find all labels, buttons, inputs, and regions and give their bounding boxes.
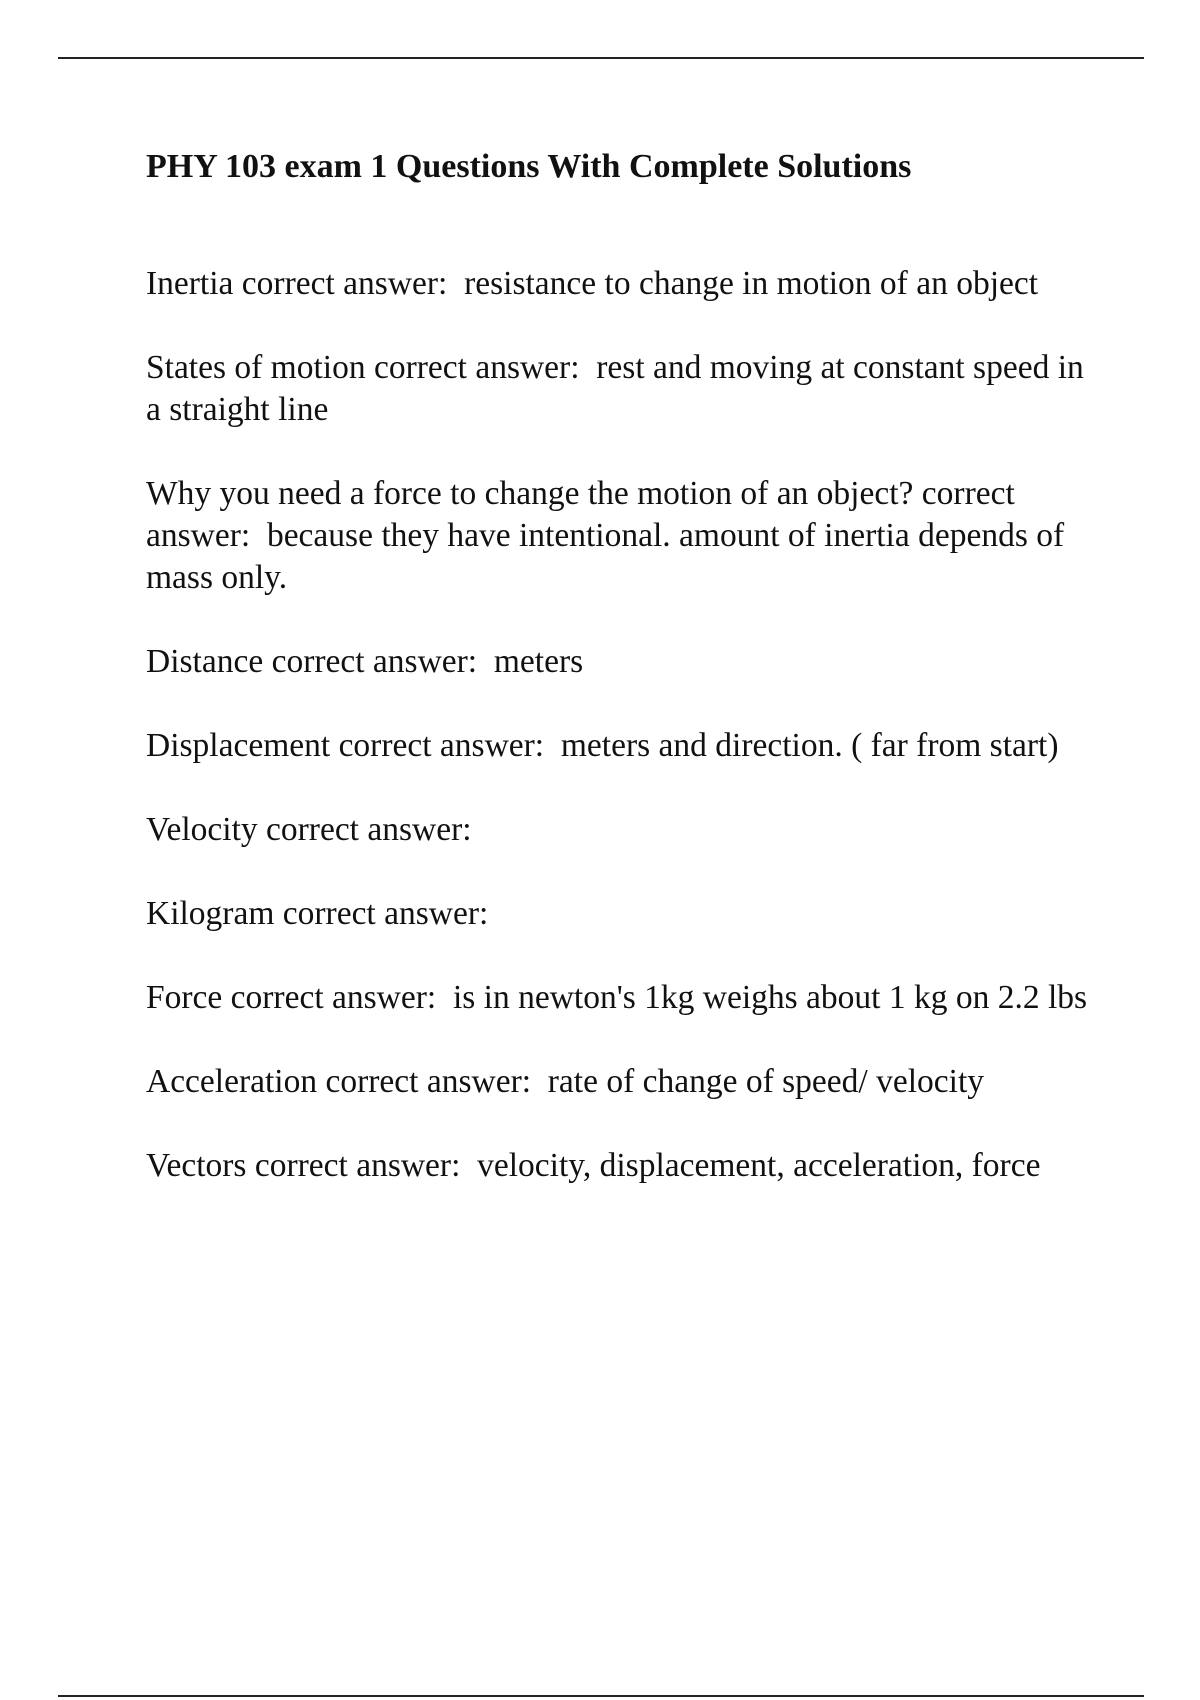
qa-answer: because they have intentional. amount of inertia depends of mass only. xyxy=(146,517,1073,596)
qa-item-acceleration xyxy=(146,1061,1106,1103)
qa-term: Force xyxy=(146,979,223,1016)
qa-term: Inertia xyxy=(146,265,234,302)
qa-term: Kilogram xyxy=(146,895,275,932)
qa-answer: meters xyxy=(493,643,584,680)
qa-marker: correct answer: xyxy=(222,979,453,1016)
qa-term: Why you need a force to change the motion of an object? xyxy=(146,475,914,512)
qa-marker: correct answer: xyxy=(146,475,1024,554)
qa-list xyxy=(146,263,1106,1187)
qa-answer: meters and direction. ( far from start) xyxy=(560,727,1059,764)
qa-answer: velocity, displacement, acceleration, force xyxy=(477,1147,1041,1184)
qa-item-displacement xyxy=(146,725,1106,767)
qa-marker: correct answer: xyxy=(330,727,561,764)
qa-item-inertia xyxy=(146,263,1106,305)
qa-item-force xyxy=(146,977,1106,1019)
qa-item-why-force xyxy=(146,473,1106,599)
qa-term: Velocity xyxy=(146,811,258,848)
qa-marker: correct answer: xyxy=(317,1063,548,1100)
qa-item-states-of-motion xyxy=(146,347,1106,431)
qa-term: Displacement xyxy=(146,727,331,764)
document-title: PHY 103 exam 1 Questions With Complete Solutions xyxy=(146,148,912,185)
qa-term: States of motion xyxy=(146,349,366,386)
qa-marker: correct answer: xyxy=(365,349,597,386)
qa-answer: rest and moving at constant speed in a straight line xyxy=(146,349,1093,428)
qa-answer: resistance to change in motion of an object xyxy=(464,265,1039,302)
document-body xyxy=(146,143,1106,1229)
qa-marker: correct answer: xyxy=(233,265,465,302)
qa-answer: is in newton's 1kg weighs about 1 kg on 2.2 lbs xyxy=(452,979,1088,1016)
qa-term: Vectors xyxy=(146,1147,247,1184)
qa-term: Acceleration xyxy=(146,1063,318,1100)
footer-rule xyxy=(58,1695,1144,1697)
qa-item-distance xyxy=(146,641,1106,683)
qa-term: Distance xyxy=(146,643,264,680)
qa-item-vectors xyxy=(146,1145,1106,1187)
header-rule xyxy=(58,57,1144,59)
qa-item-velocity xyxy=(146,809,1106,851)
qa-marker: correct answer: xyxy=(263,643,494,680)
qa-answer: rate of change of speed/ velocity xyxy=(547,1063,985,1100)
qa-marker: correct answer: xyxy=(257,811,472,848)
qa-marker: correct answer: xyxy=(246,1147,478,1184)
qa-item-kilogram xyxy=(146,893,1106,935)
qa-marker: correct answer: xyxy=(274,895,489,932)
